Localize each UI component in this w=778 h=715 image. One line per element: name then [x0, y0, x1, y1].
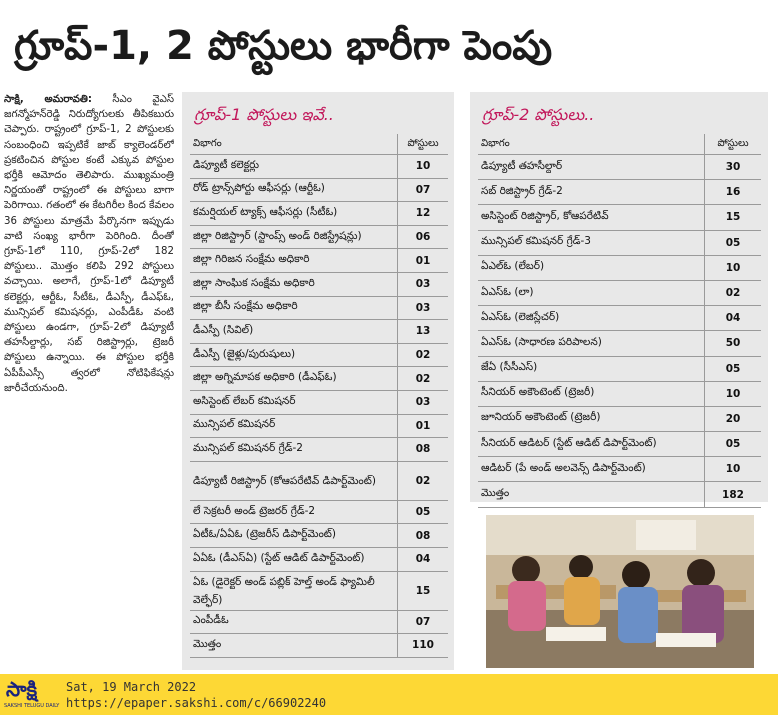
table-row — [478, 432, 761, 457]
table-row — [190, 414, 448, 438]
dept-cell: ఏటీఓ/ఏఏఓ (ట్రెజరీస్ డిపార్ట్‌మెంట్) — [190, 524, 398, 548]
dept-cell: జూనియర్ అకౌంటెంట్ (ట్రెజరీ) — [478, 406, 705, 431]
table-header-row — [478, 134, 761, 155]
table-row — [478, 155, 761, 180]
table-row — [190, 178, 448, 202]
dept-cell: జేఏ (సీసీఎస్) — [478, 356, 705, 381]
dept-cell: ఏఎస్ఓ (సాధారణ పరిపాలన) — [478, 331, 705, 356]
sakshi-logo-icon — [0, 674, 60, 715]
group1-table — [190, 134, 448, 658]
table-row — [478, 280, 761, 305]
table-row — [190, 390, 448, 414]
dept-column-header: విభాగం — [478, 134, 705, 155]
dept-column-header: విభాగం — [190, 134, 398, 155]
posts-cell: 03 — [398, 272, 449, 296]
epaper-url[interactable]: https://epaper.sakshi.com/c/66902240 — [66, 695, 327, 710]
dept-cell: డీఎస్పీ (జైళ్లు/పురుషులు) — [190, 343, 398, 367]
dept-cell: సీనియర్ ఆడిటర్ (స్టేట్ ఆడిట్ డిపార్ట్‌మెంట్) — [478, 432, 705, 457]
exam-hall-photo — [486, 515, 754, 668]
logo-subtitle: SAKSHI TELUGU DAILY — [4, 703, 60, 709]
dept-cell: మున్సిపల్ కమిషనర్ గ్రేడ్-3 — [478, 230, 705, 255]
table-header-row — [190, 134, 448, 155]
table-row — [190, 461, 448, 500]
dept-cell: రోడ్ ట్రాన్స్‌పోర్టు ఆఫీసర్లు (ఆర్టీఓ) — [190, 178, 398, 202]
dept-cell: ఏఎస్ఓ (లా) — [478, 280, 705, 305]
dept-cell: జిల్లా బీసీ సంక్షేమ అధికారి — [190, 296, 398, 320]
table-row — [190, 320, 448, 344]
posts-cell: 01 — [398, 414, 449, 438]
table-row — [478, 331, 761, 356]
dept-cell: మున్సిపల్ కమిషనర్ — [190, 414, 398, 438]
table-row — [190, 202, 448, 226]
table-row — [190, 500, 448, 524]
dept-cell: ఏఓ (డైరెక్టర్ అండ్ పబ్లిక్ హెల్త్ అండ్ ఫ్యామిలీ వెల్ఫేర్) — [190, 571, 398, 610]
dept-cell: జిల్లా రిజిస్ట్రార్ (స్టాంప్స్ అండ్ రిజిస్ట్రేషన్లు) — [190, 225, 398, 249]
posts-cell: 02 — [398, 343, 449, 367]
table-row — [190, 610, 448, 634]
dept-cell: డిప్యూటీ కలెక్టర్లు — [190, 155, 398, 179]
dept-cell: అసిస్టెంట్ రిజిస్ట్రార్, కోఆపరేటివ్ — [478, 205, 705, 230]
posts-cell: 03 — [398, 390, 449, 414]
table-row — [478, 406, 761, 431]
posts-cell: 08 — [398, 438, 449, 462]
posts-cell: 05 — [705, 356, 762, 381]
dept-cell: సబ్ రిజిస్ట్రార్ గ్రేడ్-2 — [478, 180, 705, 205]
group2-table — [478, 134, 761, 508]
posts-cell: 01 — [398, 249, 449, 273]
posts-cell: 05 — [705, 230, 762, 255]
dept-cell: ఏఏఓ (డీఎస్ఏ) (స్టేట్ ఆడిట్ డిపార్ట్‌మెంట్) — [190, 547, 398, 571]
posts-cell: 16 — [705, 180, 762, 205]
posts-cell: 03 — [398, 296, 449, 320]
posts-column-header: పోస్టులు — [398, 134, 449, 155]
table-row — [478, 306, 761, 331]
posts-cell: 50 — [705, 331, 762, 356]
dept-cell: జిల్లా అగ్నిమాపక అధికారి (డీఎఫ్ఓ) — [190, 367, 398, 391]
logo-text: సాక్షి — [6, 677, 38, 701]
dept-cell: ఎంపీడీఓ — [190, 610, 398, 634]
group2-panel — [470, 92, 768, 502]
group1-title: గ్రూప్-1 పోస్టులు ఇవే.. — [194, 105, 334, 124]
dept-cell: కమర్షియల్ ట్యాక్స్ ఆఫీసర్లు (సీటీఓ) — [190, 202, 398, 226]
table-row — [190, 225, 448, 249]
posts-cell: 07 — [398, 178, 449, 202]
table-row — [190, 155, 448, 179]
table-row — [478, 381, 761, 406]
footer-bar — [0, 674, 778, 715]
dept-cell: సీనియర్ అకౌంటెంట్ (ట్రెజరీ) — [478, 381, 705, 406]
total-label: మొత్తం — [478, 482, 705, 507]
total-row — [190, 634, 448, 658]
table-row — [478, 180, 761, 205]
dept-cell: అసిస్టెంట్ లేబర్ కమిషనర్ — [190, 390, 398, 414]
posts-cell: 05 — [398, 500, 449, 524]
table-row — [478, 255, 761, 280]
posts-cell: 04 — [705, 306, 762, 331]
posts-cell: 10 — [705, 255, 762, 280]
exam-hall-photo-illustration — [486, 515, 754, 668]
posts-cell: 06 — [398, 225, 449, 249]
table-row — [190, 547, 448, 571]
edition-date: Sat, 19 March 2022 — [66, 679, 197, 694]
dept-cell: డీఎస్పీ (సివిల్) — [190, 320, 398, 344]
dept-cell: డిప్యూటీ తహసీల్దార్ — [478, 155, 705, 180]
posts-cell: 08 — [398, 524, 449, 548]
posts-cell: 02 — [705, 280, 762, 305]
posts-cell: 02 — [398, 367, 449, 391]
posts-cell: 10 — [705, 457, 762, 482]
table-row — [190, 438, 448, 462]
total-row — [478, 482, 761, 507]
footer-meta — [66, 679, 326, 711]
posts-cell: 12 — [398, 202, 449, 226]
group1-panel — [182, 92, 454, 670]
table-row — [478, 205, 761, 230]
story-dateline: సాక్షి, అమరావతి: — [4, 94, 92, 105]
headline: గ్రూప్-1, 2 పోస్టులు భారీగా పెంపు — [14, 23, 553, 69]
story-body: సీఎం వైఎస్ జగన్మోహన్‌రెడ్డి నిరుద్యోగులకు తీపికబురు చెప్పారు. రాష్ట్రంలో గ్రూప్-1, 2 పోస్టులకు సంబంధించి ఇప్పటికే జాబ్ క్యాలెండర్‌లో ప్రకటించిన పోస్టుల కంటే ఎక్కువ పోస్టుల భర్తీకి ఆమోదం తెలిపారు. ముఖ్యమంత్రి నిర్ణయంతో రాష్ట్రంలో ఈ పోస్టులు బాగా పెరిగాయి. గతంలో ఈ కేటగిరీల కింద కేవలం 36 పోస్టులు మాత్రమే పేర్కొనగా ఇప్పుడు వాటి సంఖ్య భారీగా పెరిగింది. దీంతో గ్రూప్-1లో 110, గ్రూప్-2లో 182 పోస్టులు.. మొత్తం కలిపి 292 పోస్టులు వచ్చాయి. అలాగే, గ్రూప్-1లో డిప్యూటీ కలెక్టర్లు, ఆర్టీఓ, సీటీఓ, డీఎస్పీ, డీఎఫ్ఓ, మున్సిపల్ కమిషనర్లు, ఎంపీడీఓ వంటి పోస్టులు ఉండగా, గ్రూప్-2లో డిప్యూటీ తహసీల్దార్లు, సబ్ రిజిస్ట్రార్లు, ట్రెజరీ పోస్టులు ఉన్నాయి. ఈ పోస్టుల భర్తీకి ఏపీపీఎస్సీ త్వరలో నోటిఫికేషన్లు జారీచేయనుంది. — [4, 94, 174, 394]
posts-cell: 20 — [705, 406, 762, 431]
posts-cell: 05 — [705, 432, 762, 457]
dept-cell: ఆడిటర్ (పే అండ్ అలవెన్స్ డిపార్ట్‌మెంట్) — [478, 457, 705, 482]
table-row — [478, 356, 761, 381]
posts-cell: 30 — [705, 155, 762, 180]
total-value: 110 — [398, 634, 449, 658]
table-row — [190, 249, 448, 273]
posts-column-header: పోస్టులు — [705, 134, 762, 155]
posts-cell: 13 — [398, 320, 449, 344]
dept-cell: ఏఎల్ఓ (లేబర్) — [478, 255, 705, 280]
table-row — [190, 367, 448, 391]
posts-cell: 07 — [398, 610, 449, 634]
table-row — [478, 230, 761, 255]
posts-cell: 10 — [705, 381, 762, 406]
group2-title: గ్రూప్-2 పోస్టులు.. — [482, 105, 595, 124]
dept-cell: ఏఎస్ఓ (లెజిస్లేచర్) — [478, 306, 705, 331]
dept-cell: జిల్లా గిరిజన సంక్షేమ అధికారి — [190, 249, 398, 273]
total-label: మొత్తం — [190, 634, 398, 658]
table-row — [190, 296, 448, 320]
table-row — [190, 524, 448, 548]
total-value: 182 — [705, 482, 762, 507]
dept-cell: మున్సిపల్ కమిషనర్ గ్రేడ్-2 — [190, 438, 398, 462]
dept-cell: లే సెక్రటరీ అండ్ ట్రెజరర్ గ్రేడ్-2 — [190, 500, 398, 524]
posts-cell: 15 — [705, 205, 762, 230]
posts-cell: 02 — [398, 461, 449, 500]
posts-cell: 04 — [398, 547, 449, 571]
table-row — [190, 272, 448, 296]
table-row — [478, 457, 761, 482]
table-row — [190, 343, 448, 367]
story-column — [4, 92, 174, 670]
posts-cell: 15 — [398, 571, 449, 610]
posts-cell: 10 — [398, 155, 449, 179]
dept-cell: జిల్లా సాంఘిక సంక్షేమ అధికారి — [190, 272, 398, 296]
dept-cell: డిప్యూటీ రిజిస్ట్రార్ (కోఆపరేటివ్ డిపార్ట్‌మెంట్) — [190, 461, 398, 500]
table-row — [190, 571, 448, 610]
